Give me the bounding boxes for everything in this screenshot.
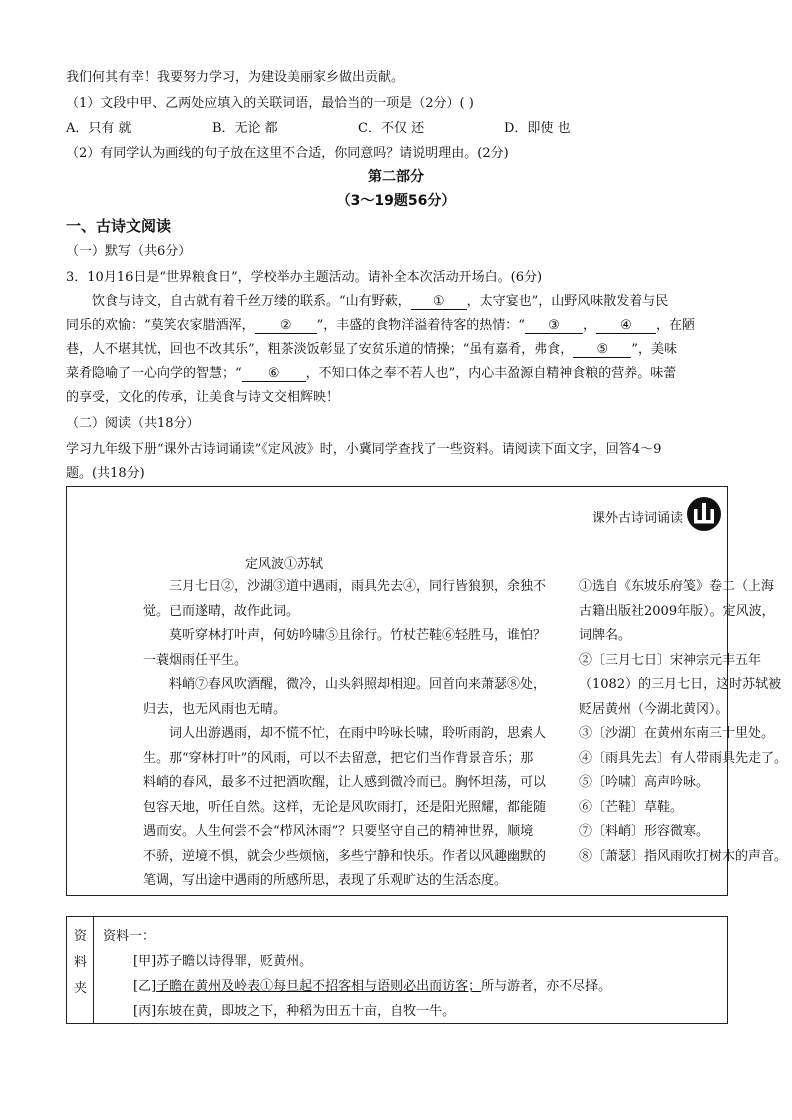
text-line: 不骄，逆境不惧，就会少些烦恼，多些宁静和快乐。作者以风趣幽默的 [143, 848, 547, 864]
yi-prefix: [乙] [133, 979, 157, 994]
question-2: （2）有同学认为画线的句子放在这里不合适，你同意吗？请说明理由。(2分) [66, 146, 509, 161]
material-bing: [丙]东坡在黄，即坡之下，种稻为田五十亩，自牧一牛。 [133, 1004, 456, 1019]
note-line: ⑥〔芒鞋〕草鞋。 [579, 799, 684, 815]
q3-line-3 [66, 338, 677, 358]
blank-4[interactable]: ④ [596, 318, 656, 334]
text-line: 遇而安。人生何尝不会“栉风沐雨”？只要坚守自己的精神世界，顺境 [143, 824, 534, 839]
side-char: 资 [74, 929, 88, 944]
blank-3[interactable]: ③ [525, 318, 583, 334]
annotations [579, 575, 789, 869]
options-row [66, 117, 571, 136]
text-line: 料峭的春风，最多不过把酒吹醒，让人感到微冷而已。胸怀坦荡，可以 [143, 775, 547, 790]
option-d[interactable]: D．即使 也 [504, 121, 571, 136]
text-line: 料峭⑦春风吹酒醒，微冷，山头斜照却相迎。回首向来萧瑟⑧处， [169, 677, 547, 692]
q3-line-1 [92, 290, 668, 310]
q3-text: ， [582, 318, 596, 333]
q3-text: 同乐的欢愉：“莫笑农家腊酒浑， [66, 318, 255, 333]
note-line: ③〔沙湖〕在黄州东南三十里处。 [579, 726, 775, 741]
part-subtitle: （3～19题56分） [336, 193, 456, 209]
q3-text: 巷，人不堪其忧，回也不改其乐”，粗茶淡饭彰显了安贫乐道的情操；“虽有嘉肴，弗食， [66, 342, 574, 357]
question-1: （1）文段中甲、乙两处应填入的关联词语，最恰当的一项是（2分）( ) [66, 96, 474, 111]
q3-text: 菜肴隐喻了一心向学的智慧；“ [66, 366, 242, 381]
note-line: ⑧〔萧瑟〕指风雨吹打树木的声音。 [579, 848, 788, 864]
material-folder-box [66, 916, 728, 1024]
side-label [67, 917, 94, 1023]
text-line: 三月七日②，沙湖③道中遇雨，雨具先去④，同行皆狼狈，余独不 [169, 579, 547, 594]
material-title: 资料一： [103, 929, 156, 944]
q3-text: ，太守宴也”，山野风味散发着与民 [466, 294, 669, 309]
text-line: 包容天地，听任自然。这样，无论是风吹雨打，还是阳光照耀，都能随 [143, 799, 547, 815]
blank-5[interactable]: ⑤ [573, 342, 631, 358]
note-line: ⑤〔吟啸〕高声吟咏。 [579, 775, 710, 790]
subsection-2: （二）阅读（共18分） [66, 416, 200, 431]
note-line: ②〔三月七日〕宋神宗元丰五年 [579, 652, 762, 668]
text-line: 归去，也无风雨也无晴。 [143, 701, 287, 717]
material-yi [133, 975, 611, 994]
reading-intro-1: 学习九年级下册“课外古诗词诵读”《定风波》时，小冀同学查找了一些资料。请阅读下面文字，回答4～9 [66, 442, 662, 457]
q3-text: ，在陋 [655, 318, 695, 333]
text-line: 生。那“穿林打叶”的风雨，可以不去留意，把它们当作背景音乐；那 [143, 750, 534, 766]
note-line: ④〔雨具先去〕有人带雨具先走了。 [579, 750, 788, 766]
underlined-sentence: 子瞻在黄州及岭表①每旦起不招客相与语则必出而访客； [156, 979, 482, 994]
material-box [66, 486, 788, 896]
subsection-1: （一）默写（共6分） [66, 244, 192, 259]
q3-line-2 [66, 314, 695, 334]
q3-line-5: 的享受，文化的传承，让美食与诗文交相辉映！ [66, 390, 340, 405]
text-line: 笔调，写出途中遇雨的所感所思，表现了乐观旷达的生活态度。 [143, 873, 508, 888]
material-header: 课外古诗词诵读 [591, 511, 683, 526]
note-line: （1082）的三月七日，这时苏轼被 [579, 677, 782, 692]
material-jia: [甲]苏子瞻以诗得罪，贬黄州。 [133, 954, 313, 969]
note-line: ①选自《东坡乐府笺》卷二（上海 [579, 579, 775, 594]
text-line: 觉。已而遂晴，故作此词。 [143, 603, 300, 619]
reading-intro-2: 题。(共18分) [66, 466, 145, 481]
side-char: 夹 [74, 981, 88, 996]
part-title: 第二部分 [368, 169, 424, 185]
note-line: 贬居黄州（今湖北黄冈）。 [579, 701, 729, 717]
yi-rest: 所与游者，亦不尽择。 [481, 979, 612, 994]
q3-text: ”，丰盛的食物洋溢着待客的热情：“ [316, 318, 525, 333]
note-line: 词牌名。 [579, 628, 632, 643]
note-line: 古籍出版社2009年版）。定风波， [579, 603, 775, 619]
section-title: 一、古诗文阅读 [66, 217, 172, 235]
q3-line-4 [66, 362, 676, 382]
poem-text [143, 575, 567, 894]
text-line: 莫听穿林打叶声，何妨吟啸⑤且徐行。竹杖芒鞋⑥轻胜马，谁怕？ [169, 628, 547, 643]
blank-2[interactable]: ② [255, 318, 317, 334]
option-b[interactable]: B．无论 都 [212, 121, 278, 136]
side-char: 料 [74, 955, 88, 970]
note-line: ⑦〔料峭〕形容微寒。 [579, 824, 710, 839]
blank-1[interactable]: ① [411, 294, 467, 310]
q3-text: ”，美味 [631, 342, 677, 357]
question-3-stem: 3．10月16日是“世界粮食日”，学校举办主题活动。请补全本次活动开场白。(6分) [66, 270, 543, 285]
q3-text: ，不知口体之奉不若人也”，内心丰盈源自精神食粮的营养。味蕾 [305, 366, 677, 381]
text-line-1: 我们何其有幸！我要努力学习，为建设美丽家乡做出贡献。 [66, 70, 405, 85]
q3-text: 饮食与诗文，自古就有着千丝万缕的联系。“山有野蔌， [92, 294, 411, 309]
option-a[interactable]: A．只有 就 [66, 121, 132, 136]
blank-6[interactable]: ⑥ [242, 366, 306, 382]
text-line: 一蓑烟雨任平生。 [143, 652, 248, 668]
poem-title: 定风波①苏轼 [245, 557, 324, 572]
mountain-logo-icon [687, 497, 721, 531]
text-line: 词人出游遇雨，却不慌不忙，在雨中吟咏长啸，聆听雨韵，思索人 [169, 726, 547, 741]
option-c[interactable]: C．不仅 还 [358, 121, 425, 136]
